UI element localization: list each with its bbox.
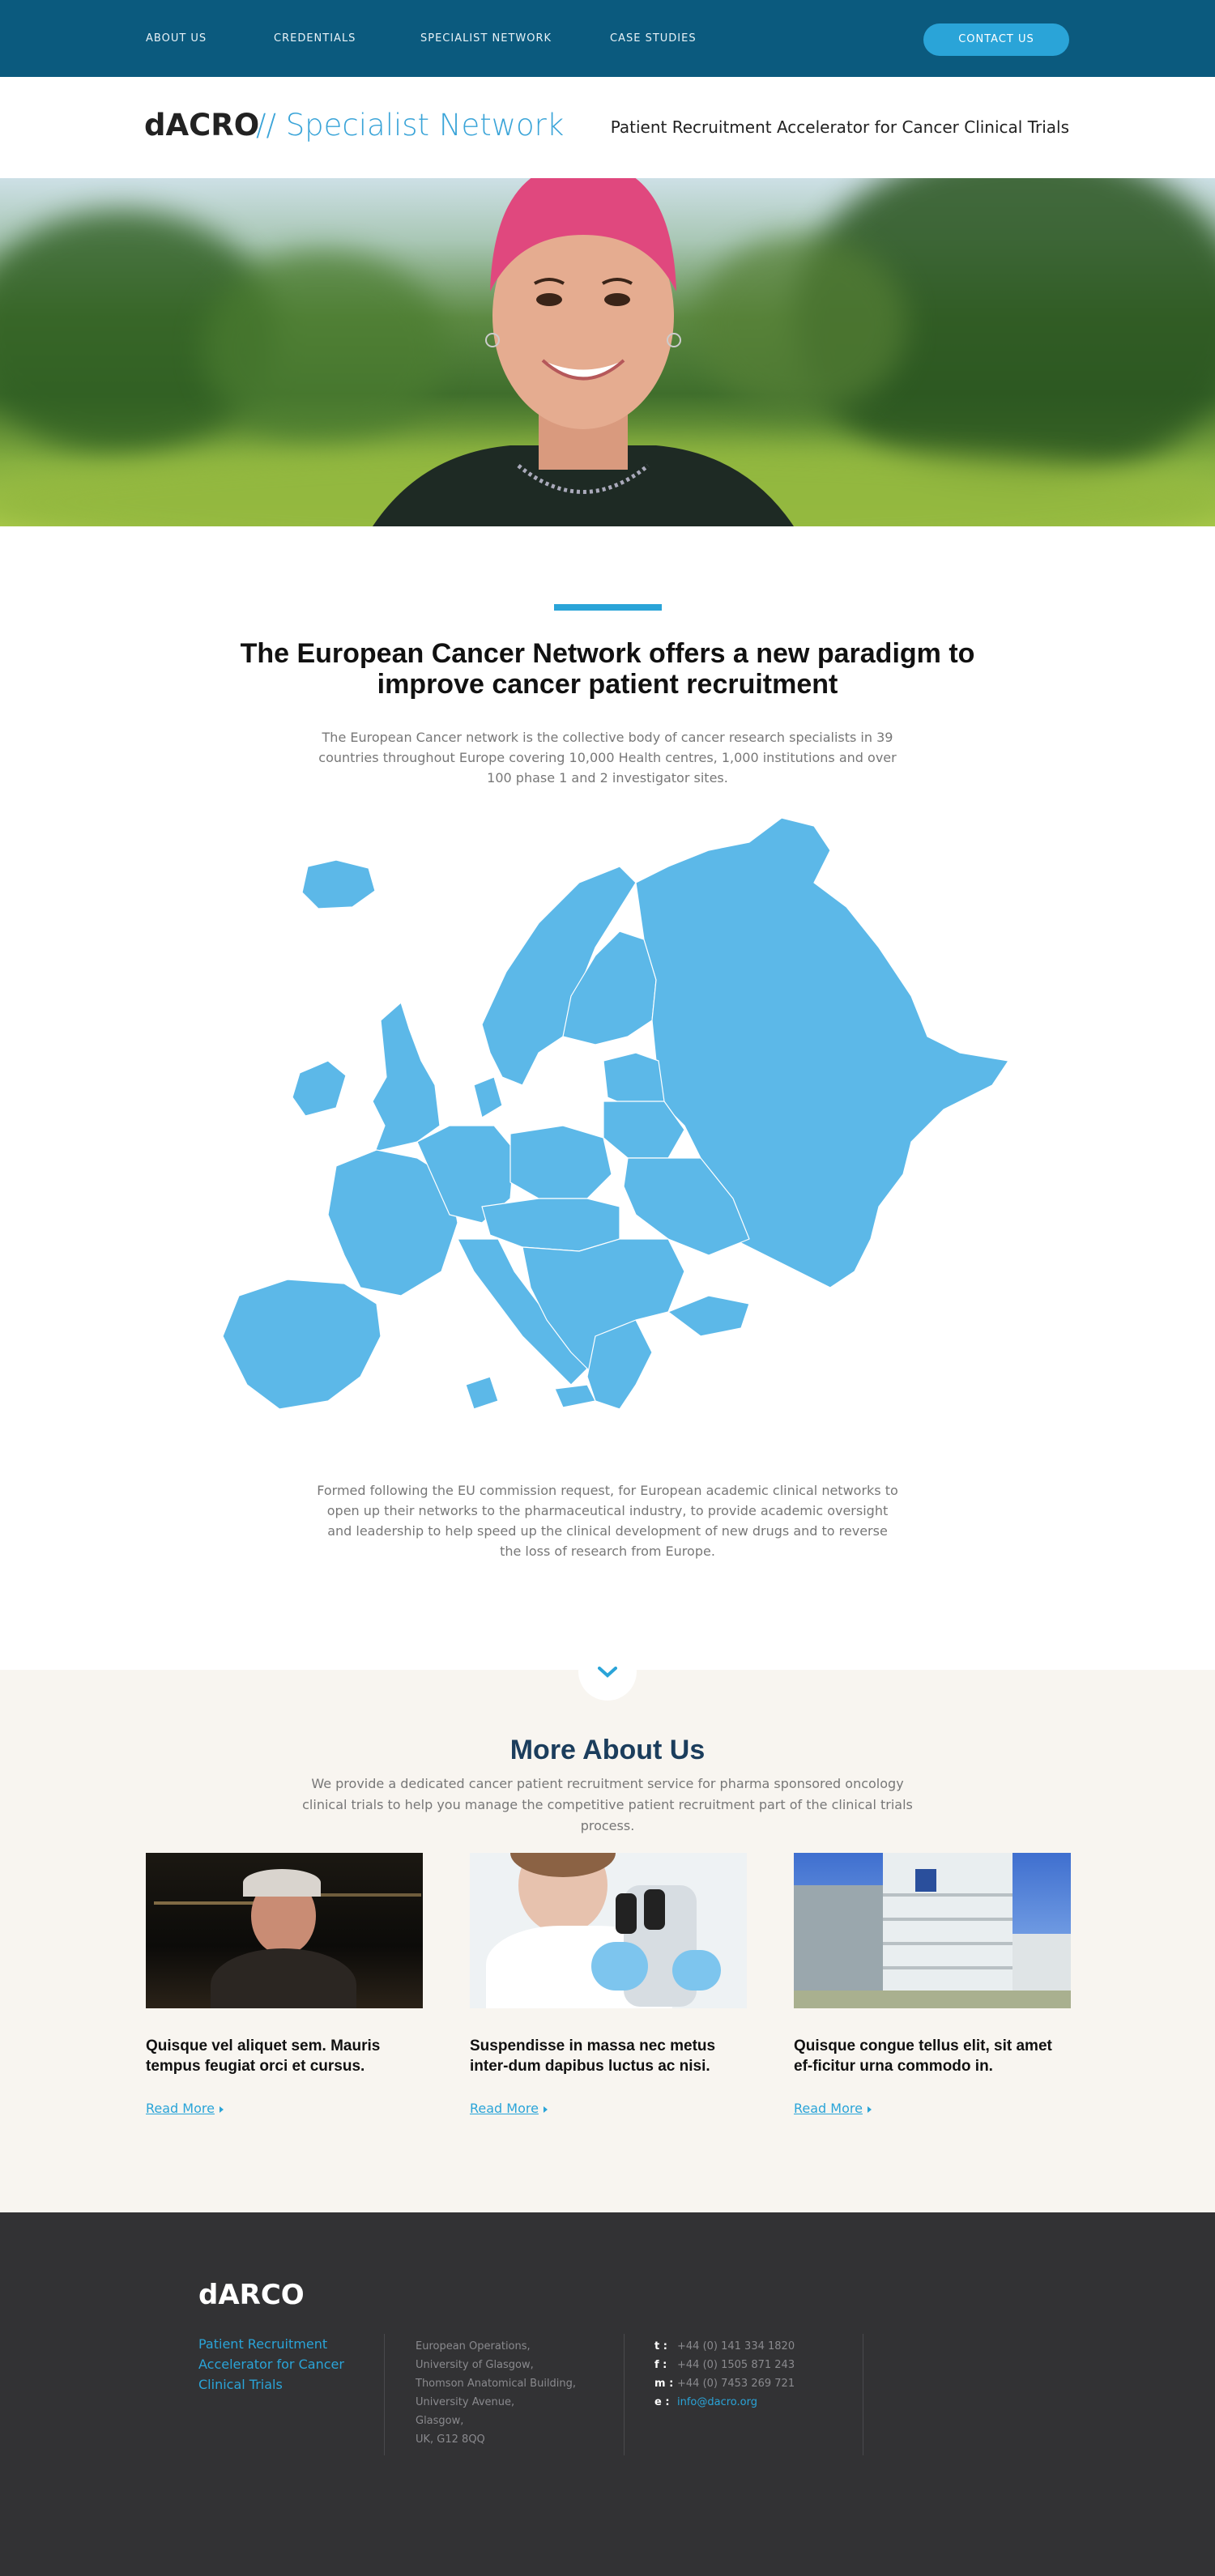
contact-email-link[interactable]: info@dacro.org: [677, 2396, 757, 2408]
card-3-title: Quisque congue tellus elit, sit amet ef-ficitur urna commodo in.: [794, 2037, 1052, 2075]
intro-lead-secondary: Formed following the EU commission request, for European academic clinical networks to open up their networks to the pharmaceutical industry, to provide academic oversight and leadership to help speed up the clinical development of new drugs and to reverse the loss of research from Europe.: [317, 1483, 898, 1559]
card-1-read-more-link[interactable]: [146, 2101, 224, 2116]
footer-contact: [654, 2337, 795, 2412]
intro-headline: The European Cancer Network offers a new paradigm to improve cancer patient recruitment: [240, 638, 975, 700]
brand-bar: [0, 77, 1215, 178]
more-about-section: [0, 1670, 1215, 2212]
card-1-photo: [146, 1853, 423, 2008]
intro-lead: The European Cancer network is the collective body of cancer research specialists in 39 countries throughout Europe covering 10,000 Health centres, 1,000 institutions and over 100 phase 1 and 2 investigator sites.: [318, 730, 897, 786]
more-about-title: More About Us: [509, 1735, 706, 1765]
contact-us-button[interactable]: CONTACT US: [923, 23, 1069, 56]
card-1-read-more-label: Read More: [146, 2101, 215, 2116]
card-3-read-more-link[interactable]: [794, 2101, 872, 2116]
address-line: Thomson Anatomical Building,: [416, 2378, 577, 2390]
contact-phone: +44 (0) 141 334 1820: [677, 2340, 795, 2352]
nav-credentials[interactable]: CREDENTIALS: [274, 32, 356, 45]
footer: [0, 2212, 1215, 2576]
brand-logo[interactable]: dACRO: [144, 108, 260, 143]
address-line: University of Glasgow,: [416, 2359, 534, 2371]
more-about-lead: We provide a dedicated cancer patient recruitment service for pharma sponsored oncology clinical trials to help you manage the competitive patient recruitment part of the clinical trials process.: [302, 1776, 913, 1833]
card-1: [146, 1853, 423, 2116]
card-2-read-more-label: Read More: [470, 2101, 539, 2116]
contact-key: t :: [654, 2340, 667, 2352]
section-rule: [554, 604, 662, 611]
nav-case-studies[interactable]: CASE STUDIES: [610, 32, 697, 45]
contact-key: f :: [654, 2359, 667, 2371]
contact-key: e :: [654, 2396, 670, 2408]
card-2-photo: [470, 1853, 747, 2008]
footer-tagline: Patient Recruitment Accelerator for Cancer Clinical Trials: [198, 2336, 344, 2392]
chevron-down-icon: [598, 1667, 617, 1678]
footer-divider: [624, 2334, 625, 2455]
europe-map: [215, 818, 1017, 1433]
card-1-title: Quisque vel aliquet sem. Mauris tempus feugiat orci et cursus.: [146, 2037, 381, 2075]
card-2: [470, 1853, 747, 2116]
nav-about-us[interactable]: ABOUT US: [146, 32, 207, 45]
footer-divider: [384, 2334, 385, 2455]
contact-fax: +44 (0) 1505 871 243: [677, 2359, 795, 2371]
portrait-illustration: [340, 178, 826, 526]
arrow-right-icon: [868, 2106, 872, 2113]
nav-specialist-network[interactable]: SPECIALIST NETWORK: [420, 32, 552, 45]
address-line: University Avenue,: [416, 2396, 515, 2408]
brand-tagline: Patient Recruitment Accelerator for Cancer Clinical Trials: [610, 117, 1069, 137]
hero-image: [0, 178, 1215, 526]
card-3: [794, 1853, 1071, 2116]
card-3-read-more-label: Read More: [794, 2101, 863, 2116]
address-line: Glasgow,: [416, 2415, 464, 2427]
top-nav: [0, 0, 1215, 77]
footer-address: [416, 2337, 618, 2449]
contact-key: m :: [654, 2378, 674, 2390]
address-line: UK, G12 8QQ: [416, 2433, 485, 2446]
card-2-title: Suspendisse in massa nec metus inter-dum dapibus luctus ac nisi.: [470, 2037, 716, 2075]
footer-logo[interactable]: dARCO: [198, 2279, 305, 2311]
scroll-down-button[interactable]: [578, 1642, 637, 1701]
contact-mobile: +44 (0) 7453 269 721: [677, 2378, 795, 2390]
europe-map-graphic: [215, 818, 1017, 1433]
card-3-photo: [794, 1853, 1071, 2008]
brand-section: // Specialist Network: [256, 108, 565, 143]
card-2-read-more-link[interactable]: [470, 2101, 548, 2116]
address-line: European Operations,: [416, 2340, 531, 2352]
arrow-right-icon: [220, 2106, 224, 2113]
arrow-right-icon: [544, 2106, 548, 2113]
